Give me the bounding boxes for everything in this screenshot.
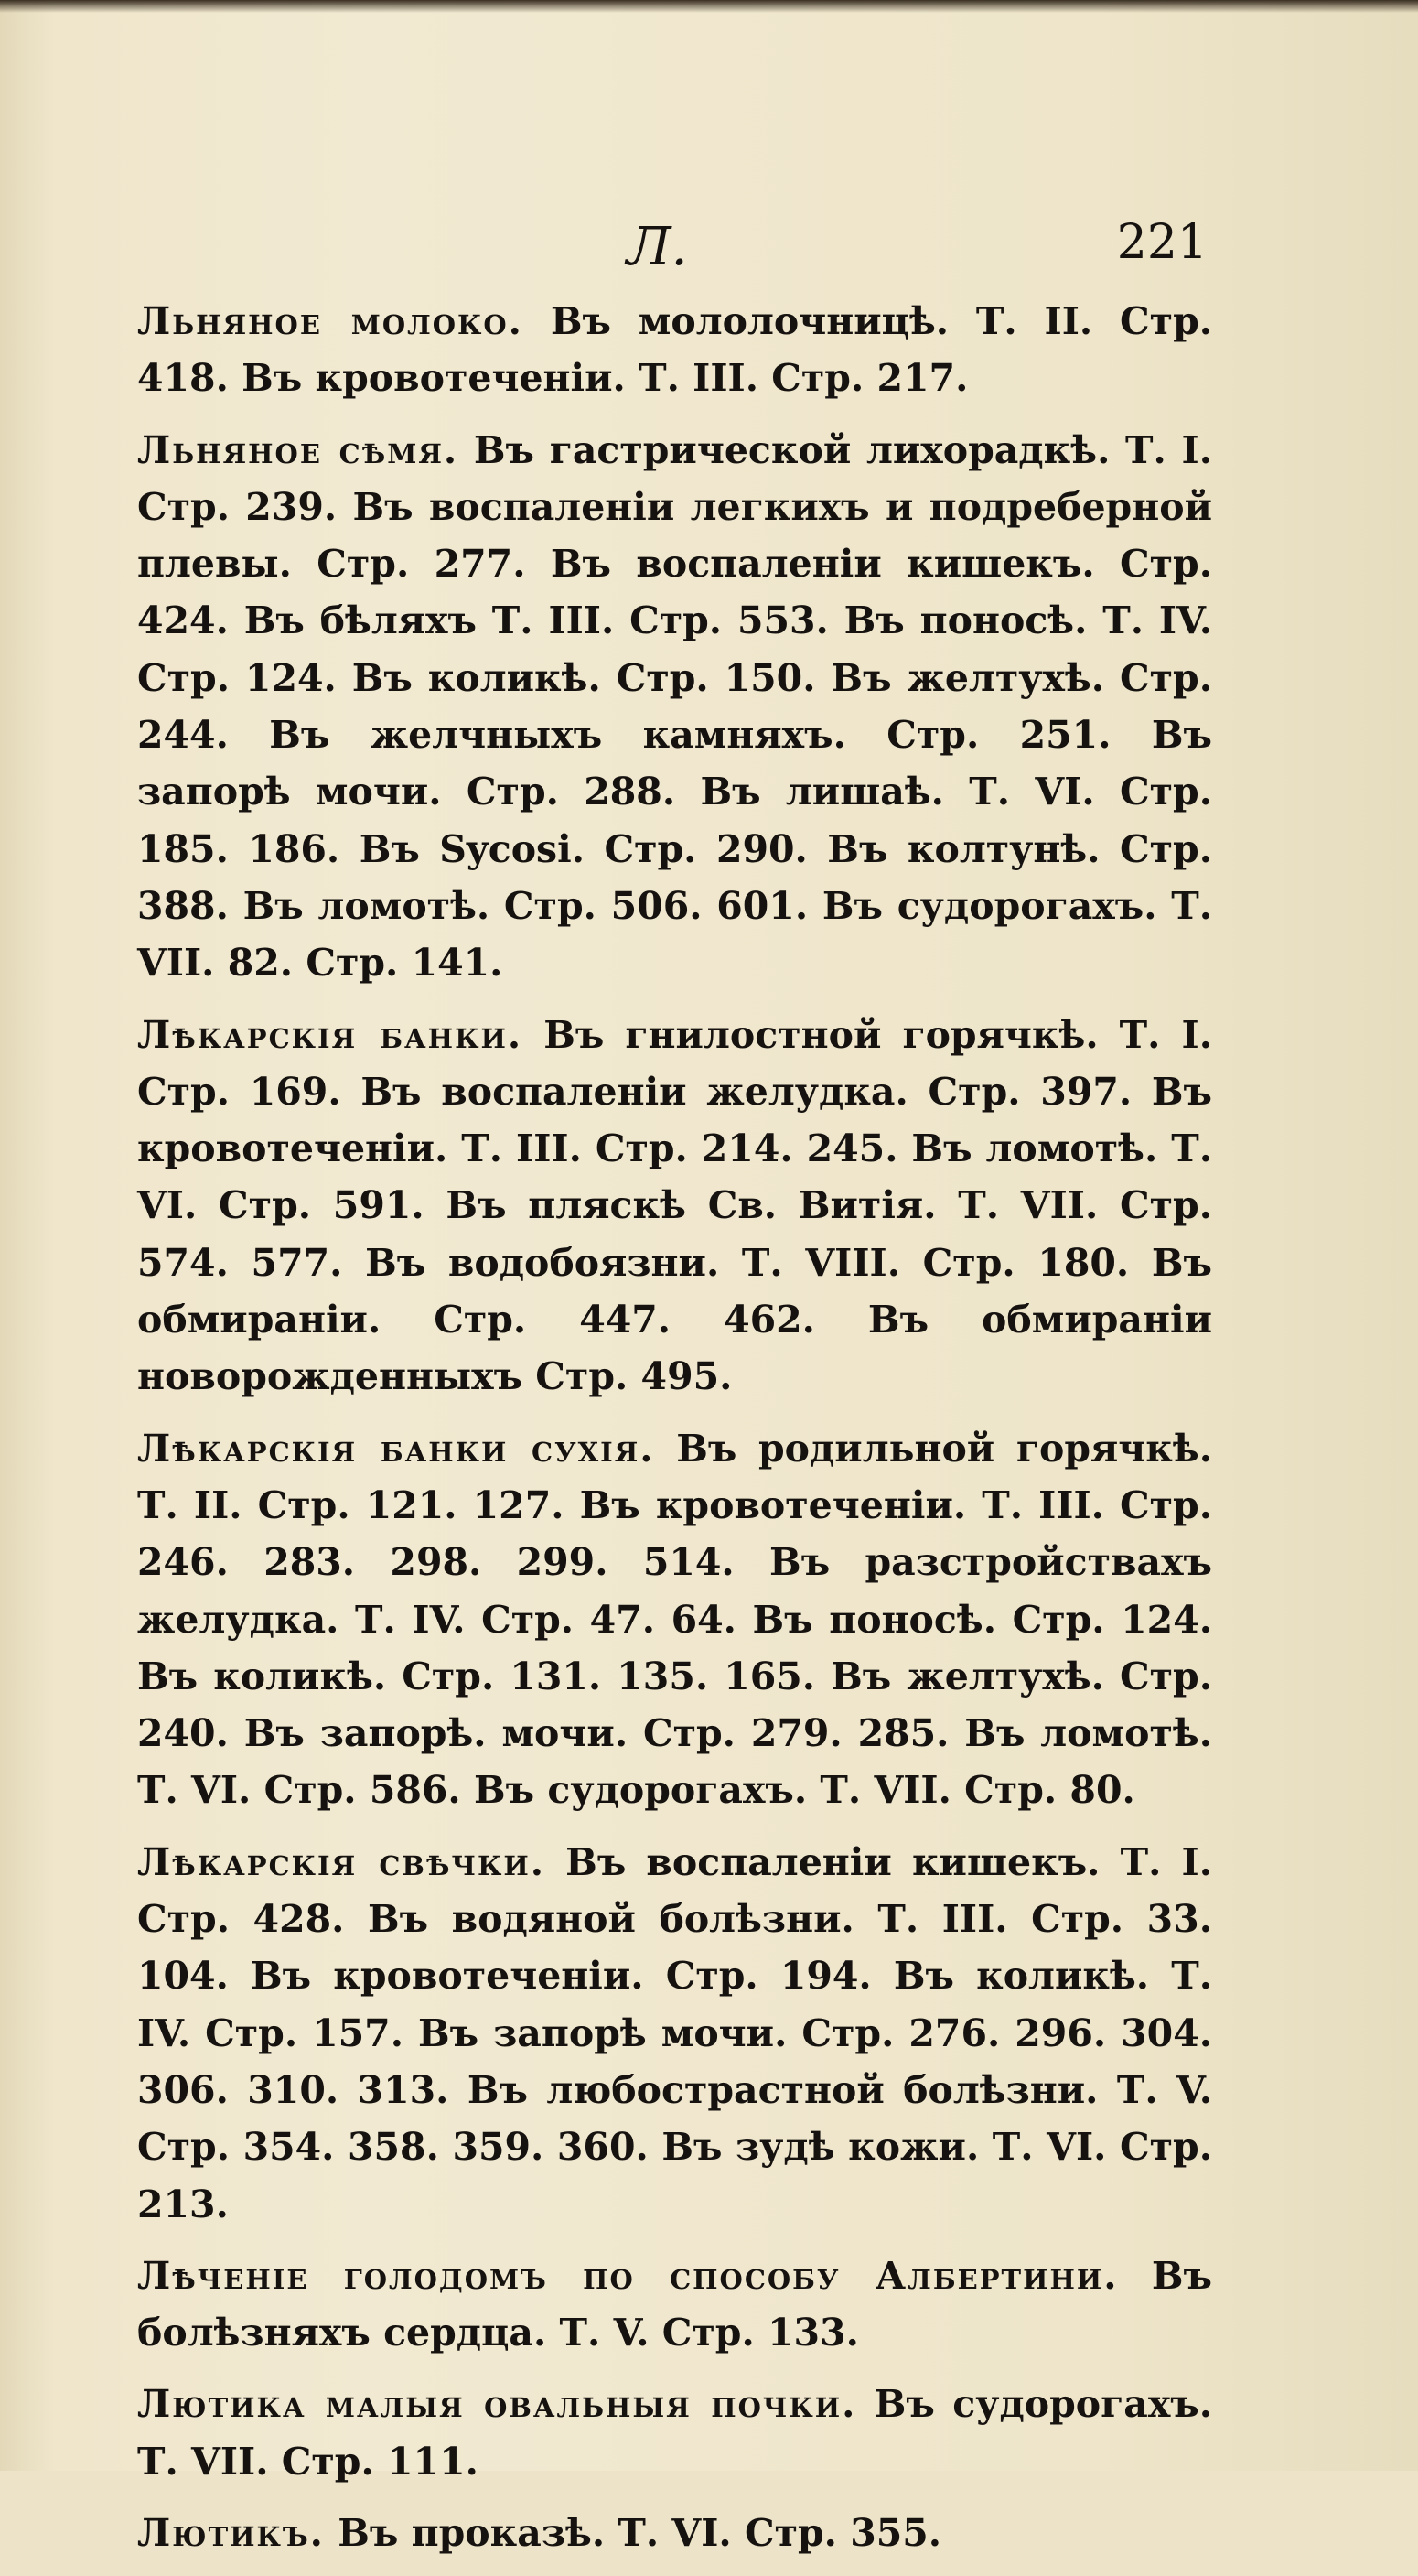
entry-term: Льняное молоко.: [137, 299, 523, 343]
entry-text: Въ судорогахъ. Т. VII. Стр. 111.: [137, 2382, 1213, 2484]
index-entry: [137, 2376, 1212, 2490]
entry-term: Лѣкарскія свѣчки.: [137, 1839, 546, 1884]
index-entry: [137, 293, 1212, 407]
entry-term: Лютика малыя овальныя почки.: [137, 2382, 857, 2427]
index-entry: [137, 1007, 1212, 1406]
entry-text: Въ гнилостной горячкѣ. Т. I. Стр. 169. Въ воспаленіи желудка. Стр. 397. Въ кровотеченіи. Т. III. Стр. 214. 245. Въ ломотѣ. Т. VI. Стр. 591. Въ пляскѣ Св. Витія. Т. VII. Стр. 574. 577. Въ водобоязни. Т. VIII. Стр. 180. Въ обмираніи. Стр. 447. 462. Въ обмираніи новорожденныхъ Стр. 495.: [137, 1012, 1212, 1399]
index-entry: [137, 1834, 1212, 2233]
entry-term: Лѣкарскія банки сухія.: [137, 1426, 655, 1471]
entry-term: Льняное сѣмя.: [137, 427, 459, 472]
index-entry: [137, 2247, 1212, 2362]
page-edge-shadow: [0, 0, 1418, 13]
section-letter: Л.: [627, 215, 688, 277]
entry-text: Въ родильной горячкѣ. Т. II. Стр. 121. 127. Въ кровотеченіи. Т. III. Стр. 246. 283. 298. 299. 514. Въ разстройствахъ желудка. Т. IV. Стр. 47. 64. Въ поносѣ. Стр. 124. Въ коликѣ. Стр. 131. 135. 165. Въ желтухѣ. Стр. 240. Въ запорѣ. мочи. Стр. 279. 285. Въ ломотѣ. Т. VI. Стр. 586. Въ судорогахъ. Т. VII. Стр. 80.: [137, 1426, 1212, 1813]
index-entry: [137, 2505, 1212, 2561]
index-entry: [137, 422, 1212, 992]
page-header: [137, 215, 1208, 288]
entry-text: Въ воспаленіи кишекъ. Т. I. Стр. 428. Въ водяной болѣзни. Т. III. Стр. 33. 104. Въ кровотеченіи. Стр. 194. Въ коликѣ. Т. IV. Стр. 157. Въ запорѣ мочи. Стр. 276. 296. 304. 306. 310. 313. Въ любострастной болѣзни. Т. V. Стр. 354. 358. 359. 360. Въ зудѣ кожи. Т. VI. Стр. 213.: [137, 1839, 1212, 2226]
entry-text: Въ проказѣ. Т. VI. Стр. 355.: [338, 2510, 942, 2555]
entry-term: Лютикъ.: [137, 2510, 325, 2555]
entry-text: Въ болѣзняхъ сердца. Т. V. Стр. 133.: [137, 2253, 1212, 2355]
page-number: 221: [1116, 215, 1208, 270]
index-entries: [137, 293, 1212, 2576]
entry-text: Въ гастрической лихорадкѣ. Т. I. Стр. 239. Въ воспаленіи легкихъ и подреберной плевы. Стр. 277. Въ воспаленіи кишекъ. Стр. 424. Въ бѣляхъ Т. III. Стр. 553. Въ поносѣ. Т. IV. Стр. 124. Въ коликѣ. Стр. 150. Въ желтухѣ. Стр. 244. Въ желчныхъ камняхъ. Стр. 251. Въ запорѣ мочи. Стр. 288. Въ лишаѣ. Т. VI. Стр. 185. 186. Въ Sycosi. Стр. 290. Въ колтунѣ. Стр. 388. Въ ломотѣ. Стр. 506. 601. Въ судорогахъ. Т. VII. 82. Стр. 141.: [137, 427, 1212, 986]
entry-text: Въ мололочницѣ. Т. II. Стр. 418. Въ кровотеченіи. Т. III. Стр. 217.: [137, 299, 1213, 401]
index-entry: [137, 1420, 1212, 1819]
entry-term: Лѣкарскія банки.: [137, 1012, 523, 1057]
entry-term: Лѣченіе голодомъ по способу Албертини.: [137, 2253, 1119, 2298]
